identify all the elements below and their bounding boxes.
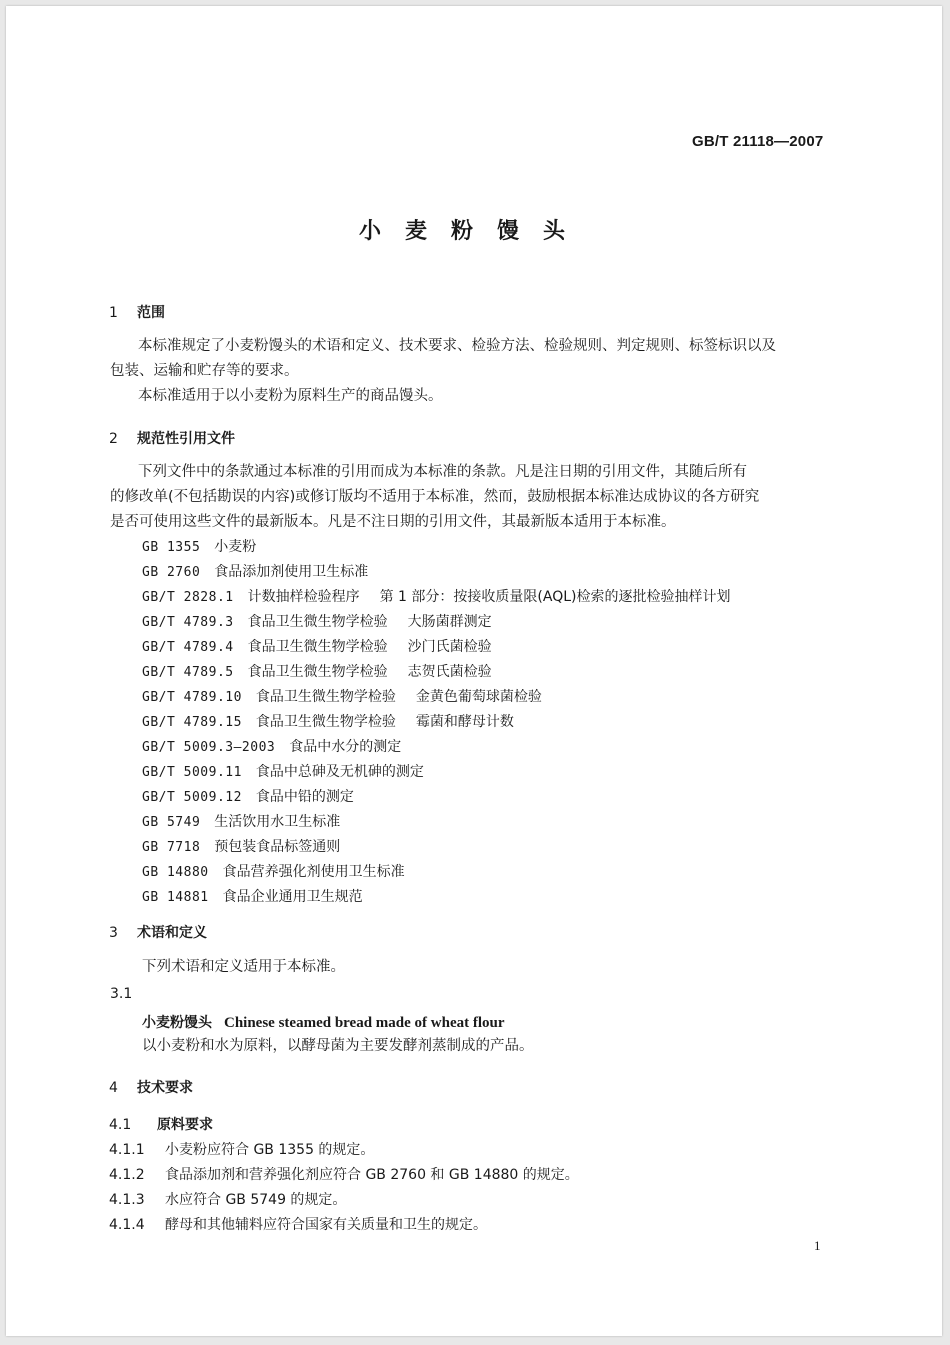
reference-item: GB 2760 食品添加剂使用卫生标准: [142, 564, 369, 580]
section-2-number: 2: [109, 431, 118, 447]
requirement-item: 4.1.1 小麦粉应符合 GB 1355 的规定。: [109, 1142, 375, 1158]
term-chinese: 小麦粉馒头: [142, 1015, 212, 1031]
subsection-4-1-title: 原料要求: [157, 1117, 213, 1133]
reference-item: GB 1355 小麦粉: [142, 539, 257, 555]
section-4-number: 4: [109, 1080, 118, 1096]
section-3-para: 下列术语和定义适用于本标准。: [142, 959, 345, 975]
section-2-heading: [109, 428, 235, 448]
reference-item: GB 5749 生活饮用水卫生标准: [142, 814, 341, 830]
section-1-heading: [109, 302, 165, 322]
reference-item: GB/T 4789.10 食品卫生微生物学检验 金黄色葡萄球菌检验: [142, 689, 542, 705]
requirement-item: 4.1.2 食品添加剂和营养强化剂应符合 GB 2760 和 GB 14880 的规定。: [109, 1167, 579, 1183]
reference-item: GB/T 2828.1 计数抽样检验程序 第 1 部分：按接收质量限(AQL)检索的逐批检验抽样计划: [142, 589, 731, 605]
section-2-para-line-1: 下列文件中的条款通过本标准的引用而成为本标准的条款。凡是注日期的引用文件，其随后所有: [138, 464, 747, 480]
document-page: [6, 6, 942, 1336]
requirement-item: 4.1.3 水应符合 GB 5749 的规定。: [109, 1192, 347, 1208]
subsection-4-1-number: 4.1: [109, 1117, 132, 1133]
reference-item: GB/T 4789.3 食品卫生微生物学检验 大肠菌群测定: [142, 614, 492, 630]
reference-item: GB/T 5009.3—2003 食品中水分的测定: [142, 739, 402, 755]
requirement-item: 4.1.4 酵母和其他辅料应符合国家有关质量和卫生的规定。: [109, 1217, 487, 1233]
section-2-para-line-2: 的修改单(不包括勘误的内容)或修订版均不适用于本标准，然而，鼓励根据本标准达成协议的各方研究: [110, 489, 760, 505]
term-number: 3.1: [110, 986, 133, 1002]
section-4-heading: [109, 1077, 193, 1097]
section-3-title: 术语和定义: [137, 925, 207, 941]
section-2-title: 规范性引用文件: [137, 431, 235, 447]
reference-item: GB/T 4789.15 食品卫生微生物学检验 霉菌和酵母计数: [142, 714, 514, 730]
term-heading: [142, 1012, 505, 1032]
reference-item: GB/T 4789.4 食品卫生微生物学检验 沙门氏菌检验: [142, 639, 492, 655]
reference-item: GB/T 5009.11 食品中总砷及无机砷的测定: [142, 764, 424, 780]
section-2-para-line-3: 是否可使用这些文件的最新版本。凡是不注日期的引用文件，其最新版本适用于本标准。: [110, 514, 676, 530]
page-number: 1: [814, 1238, 821, 1253]
section-1-number: 1: [109, 305, 118, 321]
reference-item: GB 14880 食品营养强化剂使用卫生标准: [142, 864, 405, 880]
subsection-4-1-heading: [109, 1114, 213, 1134]
reference-item: GB/T 5009.12 食品中铅的测定: [142, 789, 354, 805]
reference-item: GB/T 4789.5 食品卫生微生物学检验 志贺氏菌检验: [142, 664, 492, 680]
term-definition: 以小麦粉和水为原料，以酵母菌为主要发酵剂蒸制成的产品。: [142, 1038, 534, 1054]
section-1-title: 范围: [137, 305, 165, 321]
section-4-title: 技术要求: [137, 1080, 193, 1096]
reference-item: GB 14881 食品企业通用卫生规范: [142, 889, 363, 905]
section-3-number: 3: [109, 925, 118, 941]
standard-code: GB/T 21118—2007: [692, 133, 824, 150]
section-3-heading: [109, 922, 207, 942]
document-title: 小麦粉馒头: [358, 219, 589, 244]
section-1-para-2: 本标准适用于以小麦粉为原料生产的商品馒头。: [138, 388, 443, 404]
section-1-para-1-line-1: 本标准规定了小麦粉馒头的术语和定义、技术要求、检验方法、检验规则、判定规则、标签标识以及: [138, 338, 776, 354]
section-1-para-1-line-2: 包装、运输和贮存等的要求。: [110, 363, 299, 379]
term-english: Chinese steamed bread made of wheat flour: [224, 1015, 505, 1031]
reference-item: GB 7718 预包装食品标签通则: [142, 839, 341, 855]
